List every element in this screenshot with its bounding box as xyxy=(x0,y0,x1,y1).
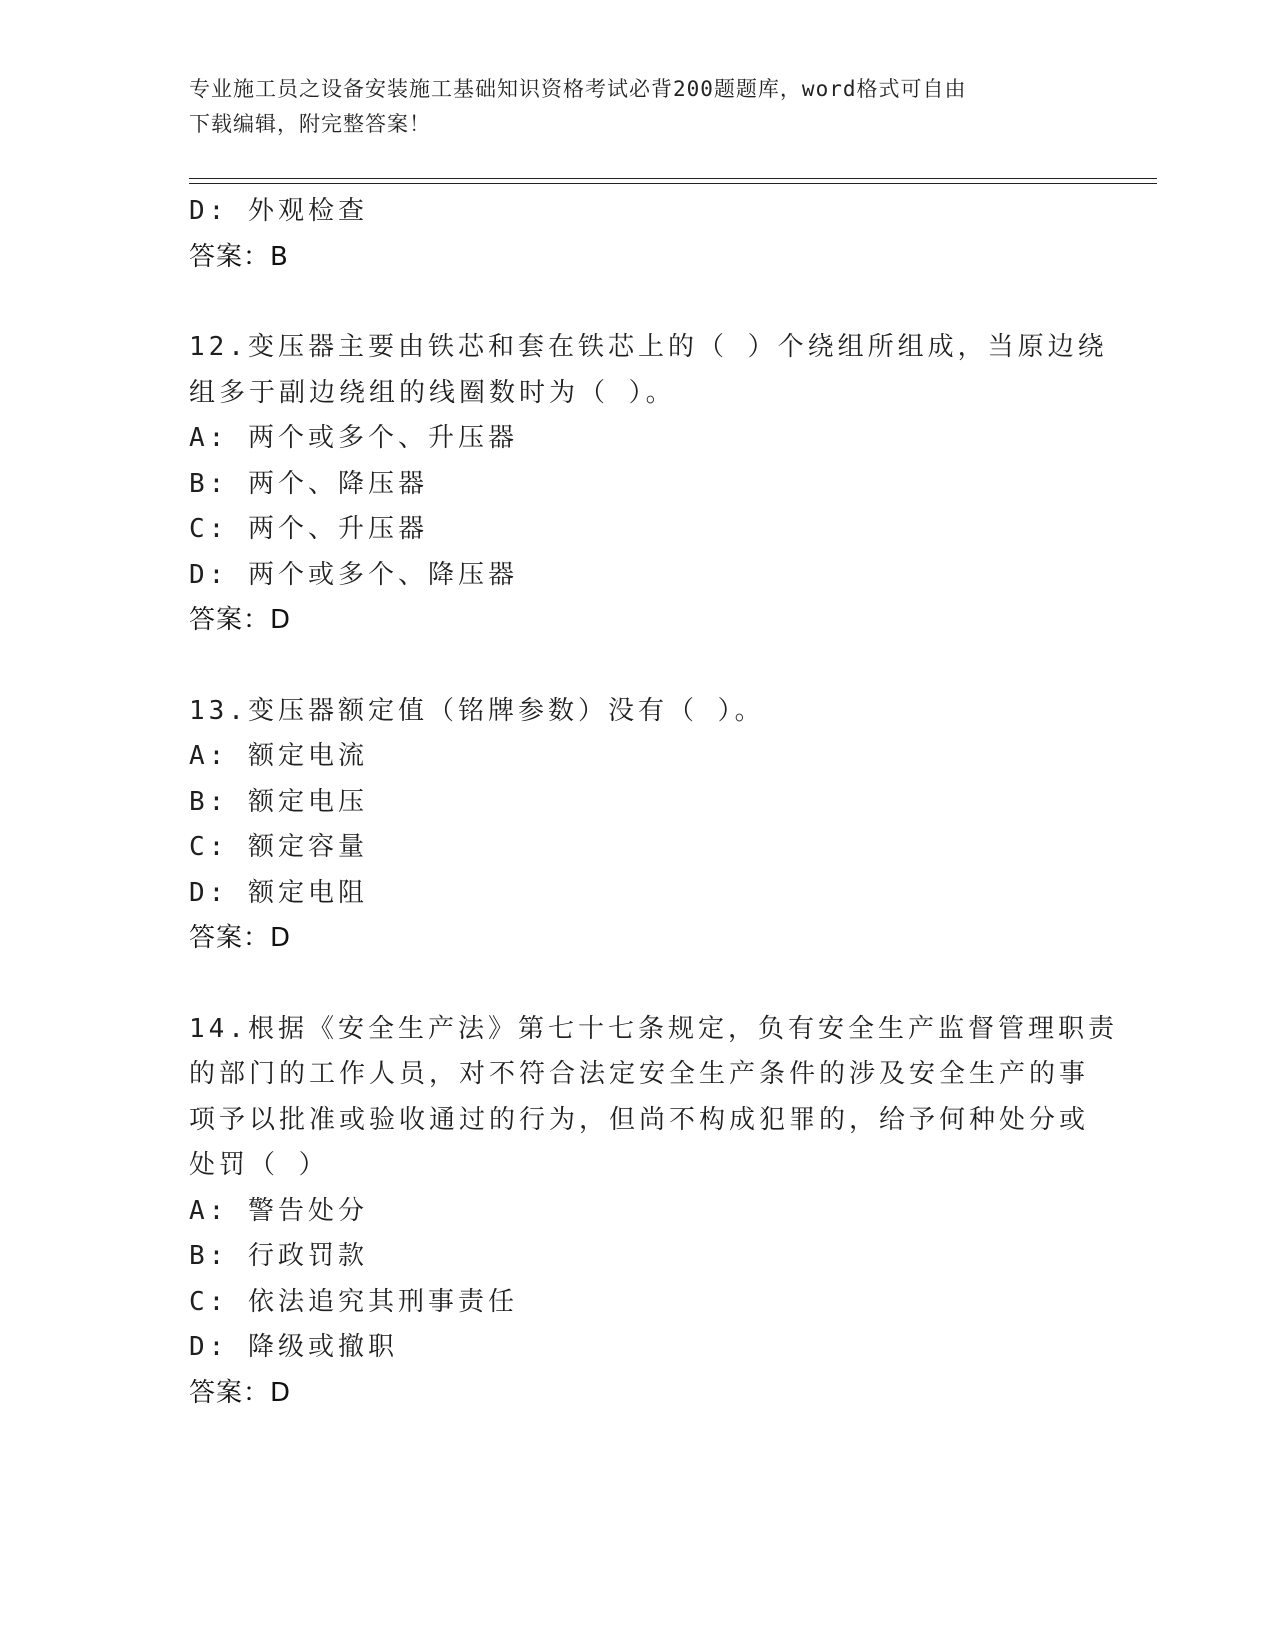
header-divider-bottom xyxy=(189,183,1157,184)
option-a: A: 警告处分 xyxy=(189,1195,368,1226)
header-divider-top xyxy=(189,178,1157,179)
option-b: B: 两个、降压器 xyxy=(189,468,428,499)
answer: 答案：D xyxy=(189,605,292,635)
spacer xyxy=(189,644,1079,689)
question-stem-continued: 的部门的工作人员，对不符合法定安全生产条件的涉及安全生产的事 xyxy=(189,1059,1090,1089)
option-c: C: 依法追究其刑事责任 xyxy=(189,1286,518,1317)
answer: 答案：D xyxy=(189,923,292,953)
option-a: A: 两个或多个、升压器 xyxy=(189,423,518,453)
question-stem: 13.变压器额定值（铭牌参数）没有（ ）。 xyxy=(189,695,765,726)
header-title-line-2: 下载编辑，附完整答案！ xyxy=(189,112,431,136)
option-b: B: 行政罚款 xyxy=(189,1241,368,1271)
option-a: A: 额定电流 xyxy=(189,741,368,771)
spacer xyxy=(189,280,1079,325)
document-header xyxy=(189,72,1079,142)
question-stem-continued: 处罚（ ） xyxy=(189,1150,329,1180)
question-13 xyxy=(189,689,1079,962)
option-d: D: 额定电阻 xyxy=(189,877,368,908)
question-14 xyxy=(189,1007,1118,1417)
option-d: D: 降级或撤职 xyxy=(189,1332,398,1362)
question-content xyxy=(189,189,1118,1416)
spacer xyxy=(189,962,1079,1007)
question-stem-continued: 组多于副边绕组的线圈数时为（ ）。 xyxy=(189,377,676,408)
header-title-line-1: 专业施工员之设备安装施工基础知识资格考试必背200题题库，word格式可自由 xyxy=(189,77,967,101)
answer: 答案：B xyxy=(189,241,289,272)
answer: 答案：D xyxy=(189,1377,292,1408)
option-c: C: 额定容量 xyxy=(189,832,368,862)
question-stem-continued: 项予以批准或验收通过的行为，但尚不构成犯罪的，给予何种处分或 xyxy=(189,1104,1090,1135)
previous-question-tail xyxy=(189,189,1079,280)
question-12 xyxy=(189,325,1108,644)
question-stem: 12.变压器主要由铁芯和套在铁芯上的（ ）个绕组所组成，当原边绕 xyxy=(189,332,1108,362)
option-b: B: 额定电压 xyxy=(189,786,368,817)
option-d: D: 外观检查 xyxy=(189,196,368,226)
question-stem: 14.根据《安全生产法》第七十七条规定，负有安全生产监督管理职责 xyxy=(189,1013,1118,1044)
option-d: D: 两个或多个、降压器 xyxy=(189,559,518,590)
option-c: C: 两个、升压器 xyxy=(189,514,428,544)
